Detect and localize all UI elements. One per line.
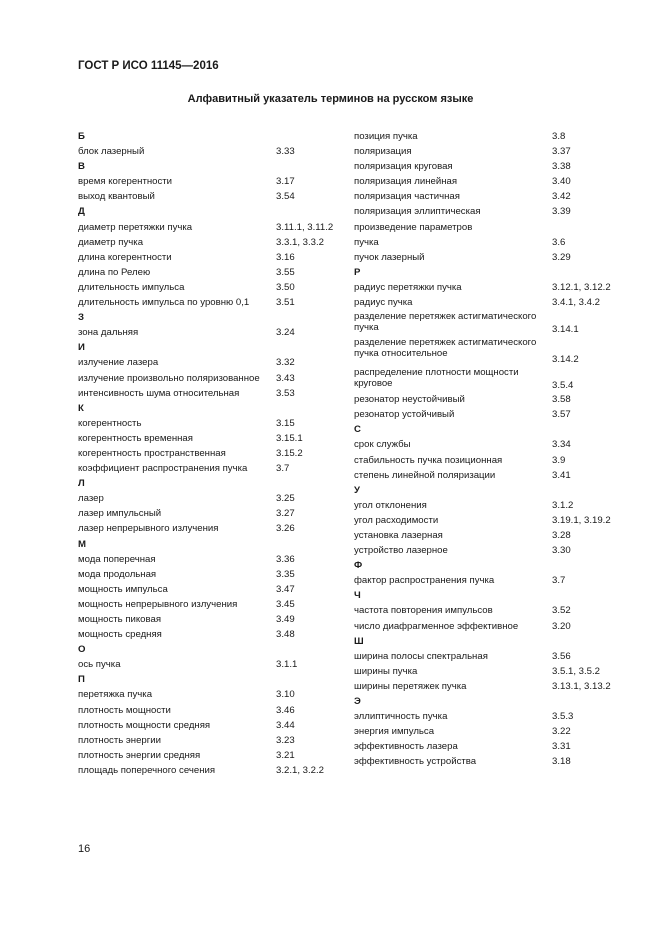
index-entry	[354, 144, 624, 159]
index-ref: 3.5.3	[552, 711, 574, 723]
index-letter-heading	[354, 558, 624, 573]
index-ref: 3.29	[552, 251, 571, 263]
letter-label: И	[78, 342, 85, 354]
index-entry	[354, 513, 624, 528]
index-term: мощность импульса	[78, 583, 168, 595]
index-term: поляризация	[354, 146, 412, 158]
index-entry	[78, 506, 348, 521]
index-term: лазер	[78, 493, 104, 505]
letter-label: П	[78, 674, 85, 686]
index-entry	[78, 250, 348, 265]
index-term: энергия импульса	[354, 726, 435, 738]
index-ref: 3.50	[276, 281, 295, 293]
index-letter-heading	[78, 672, 348, 687]
index-term: лазер импульсный	[78, 508, 162, 520]
index-entry	[78, 703, 348, 718]
index-term: мощность средняя	[78, 629, 162, 641]
index-entry	[78, 280, 348, 295]
index-entry	[354, 603, 624, 618]
index-term: когерентность временная	[78, 432, 193, 444]
letter-label: М	[78, 538, 86, 550]
index-entry	[354, 619, 624, 634]
index-letter-heading	[78, 476, 348, 491]
index-term: диаметр перетяжки пучка	[78, 221, 193, 233]
index-entry	[78, 189, 348, 204]
index-ref: 3.51	[276, 297, 295, 309]
letter-label: Э	[354, 696, 361, 707]
index-ref: 3.9	[552, 454, 566, 466]
index-entry	[354, 280, 624, 295]
index-term: число диафрагменное эффективное	[354, 620, 519, 632]
letter-label: З	[78, 312, 85, 324]
index-ref: 3.33	[276, 146, 295, 158]
index-ref: 3.26	[276, 523, 295, 535]
index-term: когерентность пространственная	[78, 447, 226, 459]
page-number: 16	[78, 843, 91, 855]
index-term: когерентность	[78, 417, 142, 429]
index-entry	[78, 325, 348, 340]
letter-label: С	[354, 424, 361, 436]
index-entry	[354, 392, 624, 407]
index-entry	[78, 733, 348, 748]
index-ref: 3.40	[552, 176, 571, 188]
document-header: ГОСТ Р ИСО 11145—2016	[78, 60, 219, 72]
index-ref: 3.5.4	[552, 380, 574, 392]
index-entry	[354, 174, 624, 189]
index-term: плотность мощности средняя	[78, 719, 211, 731]
index-term: резонатор неустойчивый	[354, 394, 465, 406]
index-entry	[354, 453, 624, 468]
index-term: зона дальняя	[78, 327, 139, 339]
index-term: ось пучка	[78, 659, 121, 671]
index-ref: 3.22	[552, 726, 571, 738]
index-ref: 3.32	[276, 357, 295, 369]
index-term: ширины перетяжек пучка	[354, 680, 467, 692]
index-ref: 3.18	[552, 756, 571, 768]
index-letter-heading	[78, 310, 348, 325]
index-term: пучка	[354, 236, 379, 248]
index-ref: 3.14.1	[552, 324, 579, 336]
index-letter-heading	[354, 694, 624, 709]
index-entry	[354, 649, 624, 664]
index-letter-heading	[78, 204, 348, 219]
letter-label: Ш	[354, 635, 364, 647]
index-entry	[354, 129, 624, 144]
index-term: площадь поперечного сечения	[78, 764, 216, 776]
index-term: стабильность пучка позиционная	[354, 454, 503, 466]
index-ref: 3.48	[276, 629, 295, 641]
index-ref: 3.31	[552, 741, 571, 753]
index-ref: 3.35	[276, 568, 295, 580]
index-entry	[78, 265, 348, 280]
index-ref: 3.12.1, 3.12.2	[552, 281, 611, 293]
index-entry	[354, 739, 624, 754]
index-entry	[78, 552, 348, 567]
index-entry	[78, 612, 348, 627]
index-ref: 3.44	[276, 719, 295, 731]
index-ref: 3.19.1, 3.19.2	[552, 514, 611, 526]
letter-label: Ч	[354, 590, 361, 602]
letter-label: О	[78, 644, 86, 656]
index-term: плотность энергии средняя	[78, 749, 201, 761]
index-term: излучение произвольно поляризованное	[78, 372, 260, 384]
index-ref: 3.11.1, 3.11.2	[276, 221, 334, 233]
index-term: устройство лазерное	[354, 545, 448, 557]
index-entry	[78, 446, 348, 461]
index-term: длительность импульса по уровню 0,1	[78, 297, 250, 309]
letter-label: Р	[354, 266, 361, 278]
index-term: срок службы	[354, 439, 411, 451]
index-ref: 3.1.1	[276, 659, 298, 671]
index-term: лазер непрерывного излучения	[78, 523, 219, 535]
index-entry	[354, 543, 624, 558]
index-ref: 3.36	[276, 553, 295, 565]
index-ref: 3.42	[552, 191, 571, 203]
index-ref: 3.52	[552, 605, 571, 617]
index-ref: 3.15	[276, 417, 295, 429]
index-entry	[78, 355, 348, 370]
index-entry	[354, 468, 624, 483]
index-entry	[78, 386, 348, 401]
index-term: ширина полосы спектральная	[354, 650, 488, 662]
letter-label: В	[78, 161, 85, 173]
index-ref: 3.49	[276, 614, 295, 625]
index-entry	[78, 567, 348, 582]
index-ref: 3.45	[276, 598, 295, 610]
index-letter-heading	[78, 642, 348, 657]
index-ref: 3.7	[276, 463, 290, 475]
index-entry	[78, 371, 348, 386]
letter-label: Ф	[354, 560, 363, 572]
index-entry	[78, 220, 348, 235]
index-ref: 3.30	[552, 545, 571, 557]
index-column-left	[78, 129, 348, 778]
index-entry	[78, 431, 348, 446]
index-entry	[354, 754, 624, 769]
index-letter-heading	[354, 634, 624, 649]
index-ref: 3.14.2	[552, 354, 579, 366]
index-entry	[354, 366, 624, 392]
index-term: резонатор устойчивый	[354, 409, 455, 421]
index-ref: 3.7	[552, 575, 566, 587]
index-letter-heading	[78, 129, 348, 144]
index-term: угол расходимости	[354, 514, 439, 526]
index-term: мощность непрерывного излучения	[78, 598, 238, 610]
index-ref: 3.24	[276, 327, 295, 339]
index-term: частота повторения импульсов	[354, 605, 493, 617]
index-term: длина когерентности	[78, 251, 172, 263]
index-entry	[354, 250, 624, 265]
index-ref: 3.39	[552, 206, 571, 218]
index-entry	[78, 748, 348, 763]
index-ref: 3.43	[276, 372, 295, 384]
index-entry	[354, 664, 624, 679]
index-ref: 3.41	[552, 469, 571, 481]
index-ref: 3.13.1, 3.13.2	[552, 680, 611, 692]
index-term: фактор распространения пучка	[354, 575, 495, 587]
index-ref: 3.57	[552, 409, 571, 421]
index-term: мода продольная	[78, 568, 157, 580]
index-term: поляризация круговая	[354, 161, 453, 173]
index-entry	[354, 407, 624, 422]
index-entry	[354, 498, 624, 513]
index-term: эффективность устройства	[354, 756, 477, 768]
index-ref: 3.15.2	[276, 447, 303, 459]
index-term: выход квантовый	[78, 191, 155, 203]
index-term: блок лазерный	[78, 146, 145, 158]
index-ref: 3.54	[276, 191, 295, 203]
index-term: поляризация линейная	[354, 176, 458, 188]
index-entry	[78, 657, 348, 672]
index-entry	[78, 461, 348, 476]
index-entry	[354, 709, 624, 724]
index-ref: 3.21	[276, 749, 295, 761]
index-term: плотность мощности	[78, 704, 171, 716]
index-term: мода поперечная	[78, 553, 156, 565]
index-term: степень линейной поляризации	[354, 469, 496, 481]
index-entry	[78, 718, 348, 733]
index-term: диаметр пучка	[78, 236, 144, 248]
index-ref: 3.56	[552, 650, 571, 662]
index-entry	[354, 724, 624, 739]
index-ref: 3.53	[276, 387, 295, 399]
index-term: поляризация частичная	[354, 191, 460, 203]
index-letter-heading	[354, 588, 624, 603]
index-term: угол отклонения	[354, 499, 427, 511]
index-ref: 3.58	[552, 394, 571, 406]
index-letter-heading	[354, 483, 624, 498]
index-entry	[354, 159, 624, 174]
index-ref: 3.47	[276, 583, 295, 595]
letter-label: К	[78, 402, 84, 414]
index-ref: 3.23	[276, 734, 295, 746]
index-term: эллиптичность пучка	[354, 711, 448, 723]
index-entry	[78, 295, 348, 310]
index-term: позиция пучка	[354, 131, 418, 142]
index-ref: 3.38	[552, 161, 571, 173]
index-entry	[354, 437, 624, 452]
index-entry	[78, 627, 348, 642]
index-entry	[354, 220, 624, 235]
index-ref: 3.55	[276, 266, 295, 278]
index-term: радиус пучка	[354, 297, 413, 309]
index-term: эффективность лазера	[354, 741, 458, 753]
index-term: радиус перетяжки пучка	[354, 281, 462, 293]
index-ref: 3.2.1, 3.2.2	[276, 764, 325, 776]
index-ref: 3.6	[552, 236, 566, 248]
index-ref: 3.25	[276, 493, 295, 505]
index-entry	[354, 204, 624, 219]
index-ref: 3.28	[552, 529, 571, 541]
index-term: мощность пиковая	[78, 614, 162, 625]
index-entry	[354, 336, 624, 366]
index-entry	[78, 687, 348, 702]
letter-label: Л	[78, 478, 85, 490]
index-entry	[78, 763, 348, 778]
index-ref: 3.10	[276, 689, 295, 701]
index-letter-heading	[78, 537, 348, 552]
index-term: плотность энергии	[78, 734, 161, 746]
index-ref: 3.34	[552, 439, 571, 451]
index-column-right	[354, 129, 624, 769]
index-entry	[78, 416, 348, 431]
index-entry	[78, 235, 348, 250]
index-term: излучение лазера	[78, 357, 159, 369]
index-entry	[354, 189, 624, 204]
index-entry	[78, 521, 348, 536]
index-entry	[78, 582, 348, 597]
letter-label: У	[354, 484, 360, 496]
index-title: Алфавитный указатель терминов на русском языке	[187, 93, 474, 105]
index-ref: 3.46	[276, 704, 295, 716]
index-letter-heading	[78, 159, 348, 174]
index-letter-heading	[78, 340, 348, 355]
index-letter-heading	[354, 265, 624, 280]
index-entry	[354, 679, 624, 694]
index-entry	[78, 144, 348, 159]
index-term: пучок лазерный	[354, 251, 425, 263]
index-ref: 3.3.1, 3.3.2	[276, 236, 325, 248]
index-ref: 3.37	[552, 146, 571, 158]
index-term: ширины пучка	[354, 665, 418, 677]
index-term: разделение перетяжек астигматического пучка	[354, 311, 537, 334]
letter-label: Б	[78, 131, 85, 142]
index-term: установка лазерная	[354, 529, 443, 541]
index-term: разделение перетяжек астигматического пучка относительное	[354, 337, 537, 360]
index-term: длина по Релею	[78, 266, 151, 278]
index-letter-heading	[354, 422, 624, 437]
index-ref: 3.17	[276, 176, 295, 188]
index-ref: 3.16	[276, 251, 295, 263]
index-term: коэффициент распространения пучка	[78, 463, 248, 475]
index-term: интенсивность шума относительная	[78, 387, 240, 399]
index-letter-heading	[78, 401, 348, 416]
index-ref: 3.15.1	[276, 432, 303, 444]
index-ref: 3.4.1, 3.4.2	[552, 297, 601, 309]
index-entry	[354, 235, 624, 250]
index-entry	[354, 310, 624, 336]
index-term: длительность импульса	[78, 281, 185, 293]
index-entry	[354, 295, 624, 310]
index-term: распределение плотности мощности круговое	[354, 367, 519, 390]
index-term: произведение параметров	[354, 221, 473, 233]
index-ref: 3.20	[552, 620, 571, 632]
index-term: перетяжка пучка	[78, 689, 153, 701]
index-ref: 3.5.1, 3.5.2	[552, 665, 601, 677]
index-entry	[354, 573, 624, 588]
index-entry	[354, 528, 624, 543]
index-ref: 3.8	[552, 131, 566, 142]
index-entry	[78, 597, 348, 612]
index-entry	[78, 174, 348, 189]
index-ref: 3.1.2	[552, 499, 574, 511]
index-term: поляризация эллиптическая	[354, 206, 481, 218]
letter-label: Д	[78, 206, 85, 218]
index-term: время когерентности	[78, 176, 173, 188]
index-entry	[78, 491, 348, 506]
index-ref: 3.27	[276, 508, 295, 520]
